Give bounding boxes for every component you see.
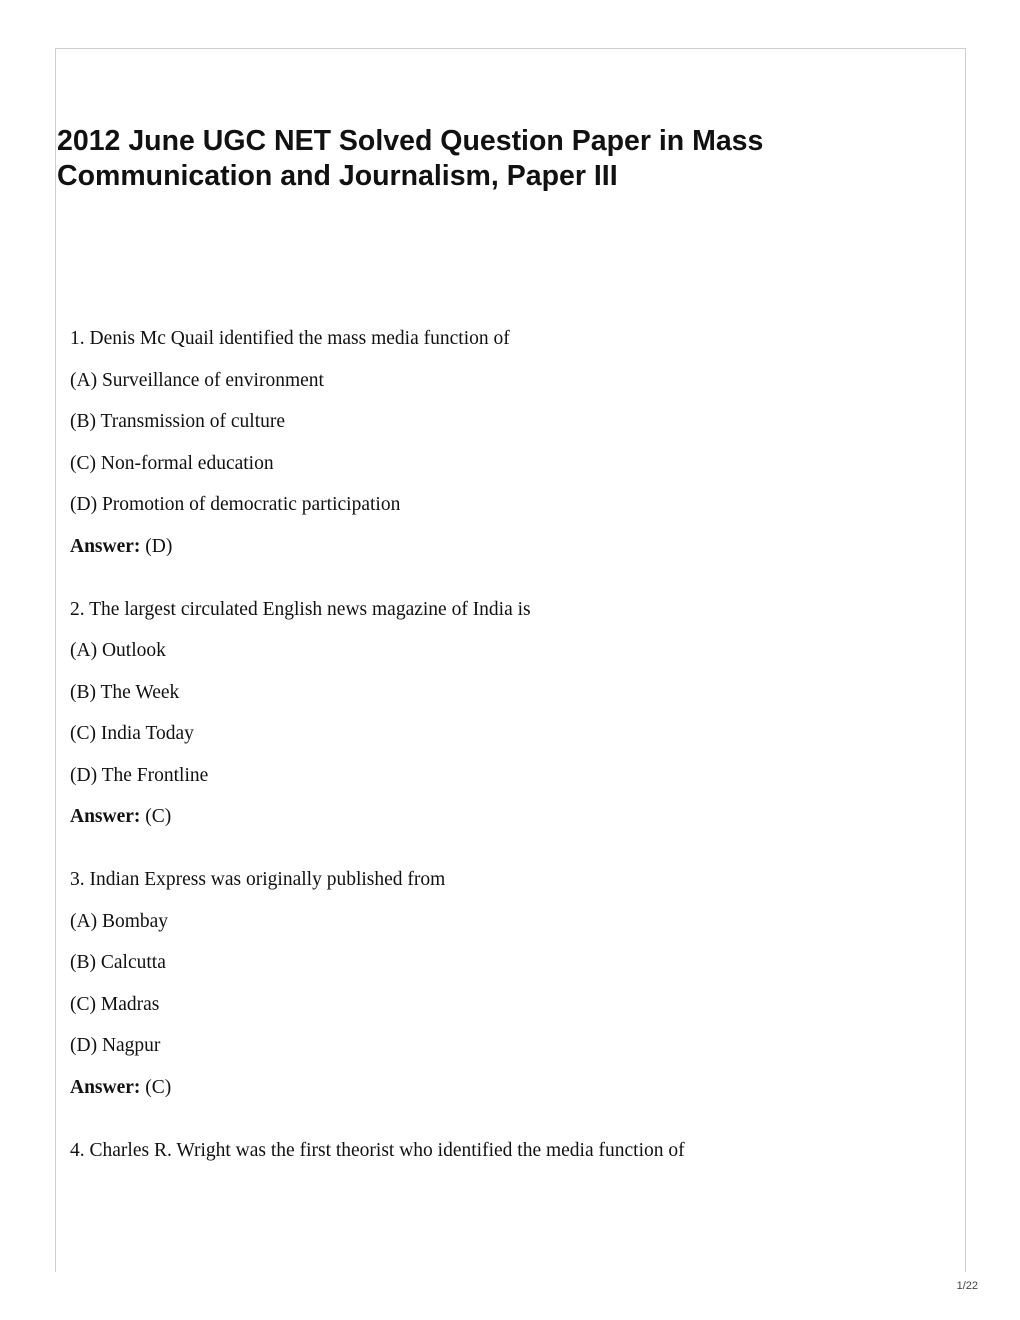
option-c: (C) Madras <box>70 993 160 1015</box>
answer-label: Answer: <box>70 535 141 557</box>
answer-value: (C) <box>145 806 172 827</box>
question-3 <box>70 869 930 1099</box>
question-4 <box>70 1140 930 1162</box>
option-d: (D) Nagpur <box>70 1035 161 1056</box>
option-b: (B) Calcutta <box>70 952 166 973</box>
answer-value: (C) <box>145 1076 172 1098</box>
option-a: (A) Surveillance of environment <box>70 369 324 391</box>
page-title: 2012 June UGC NET Solved Question Paper in Mass Communication and Journalism, Paper III <box>57 125 764 192</box>
question-text: 1. Denis Mc Quail identified the mass media function of <box>70 328 510 349</box>
option-b: (B) Transmission of culture <box>70 411 286 432</box>
page-number: 1/22 <box>956 1280 978 1292</box>
question-1 <box>70 328 930 558</box>
question-list <box>70 328 930 1203</box>
answer-value: (D) <box>145 535 173 557</box>
answer-label: Answer: <box>70 1076 141 1098</box>
question-text: 2. The largest circulated English news magazine of India is <box>70 598 531 620</box>
option-c: (C) India Today <box>70 723 194 744</box>
option-d: (D) The Frontline <box>70 764 209 786</box>
question-text: 3. Indian Express was originally published from <box>70 869 446 890</box>
option-b: (B) The Week <box>70 681 180 703</box>
option-a: (A) Bombay <box>70 910 169 932</box>
option-a: (A) Outlook <box>70 640 166 661</box>
question-text: 4. Charles R. Wright was the first theorist who identified the media function of <box>70 1139 685 1161</box>
answer-line <box>70 536 930 558</box>
option-d: (D) Promotion of democratic participation <box>70 494 401 515</box>
answer-label: Answer: <box>70 806 141 827</box>
answer-line <box>70 806 930 828</box>
question-2 <box>70 599 930 829</box>
option-c: (C) Non-formal education <box>70 452 274 474</box>
answer-line <box>70 1077 930 1099</box>
